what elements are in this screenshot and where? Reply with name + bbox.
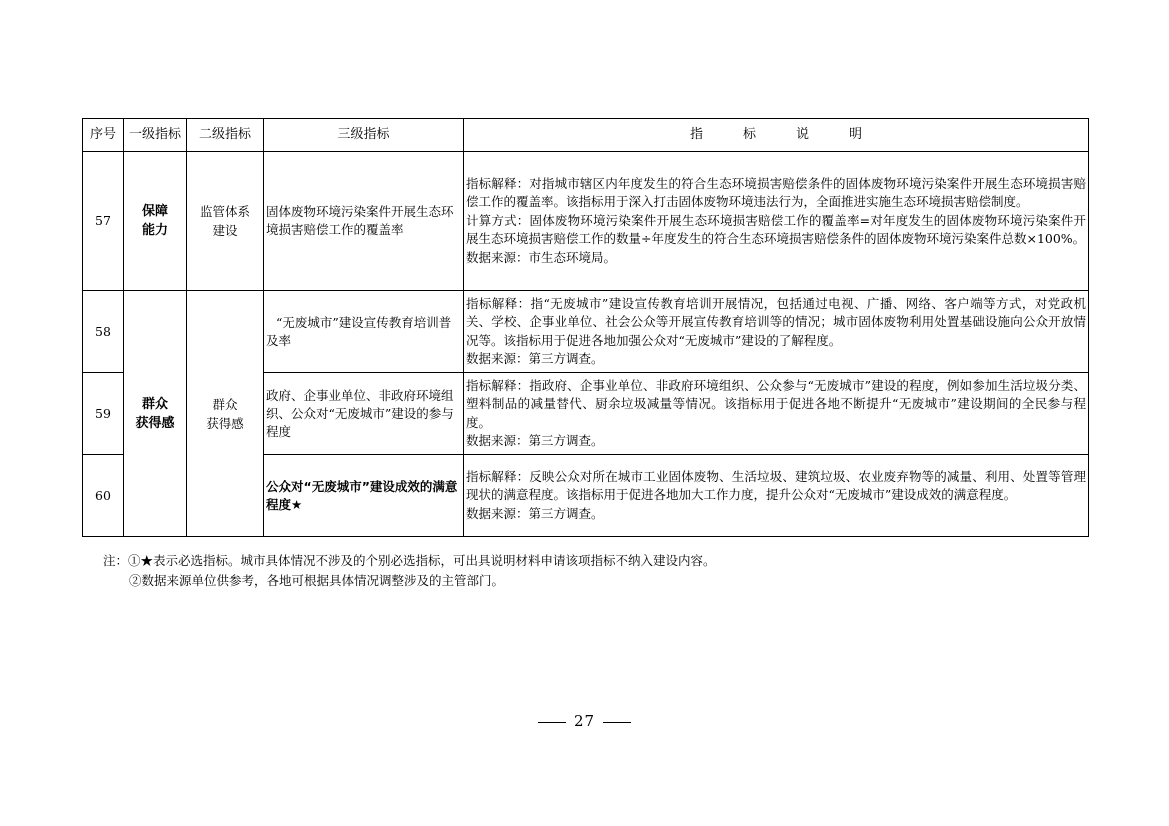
row-number: 57 [83,152,124,291]
page-number [0,712,1169,730]
indicator-description [464,455,1089,537]
row-number: 58 [83,291,124,373]
level2-indicator [187,291,264,537]
header-level1: 一级指标 [124,119,187,152]
level3-indicator: 政府、企事业单位、非政府环境组织、公众对“无废城市”建设的参与程度 [264,373,464,455]
table-row [83,152,1089,291]
table-notes [103,551,716,591]
level2-line: 群众 [212,396,238,412]
header-desc: 指标说明 [464,119,1089,152]
level2-indicator [187,152,264,291]
level3-indicator: “无废城市”建设宣传教育培训普及率 [264,291,464,373]
level3-indicator: 公众对“无废城市”建设成效的满意程度★ [264,455,464,537]
note-line: 注：①★表示必选指标。城市具体情况不涉及的个别必选指标，可出具说明材料申请该项指标不纳入建设内容。 [103,553,716,568]
desc-source: 数据来源：市生态环境局。 [466,249,617,265]
page-number-value: 27 [573,712,596,730]
indicator-description [464,373,1089,455]
level1-line: 保障 [141,204,168,219]
header-level3: 三级指标 [264,119,464,152]
desc-explanation: 指标解释：指政府、企事业单位、非政府环境组织、公众参与“无废城市”建设的程度，例如参加生活垃圾分类、塑料制品的减量替代、厨余垃圾减量等情况。该指标用于促进各地不断提升“无废城市”建设期间的全民参与程度。 [466,377,1086,430]
desc-source: 数据来源：第三方调查。 [466,432,604,448]
desc-source: 数据来源：第三方调查。 [466,350,604,366]
table-row [83,291,1089,373]
dash-right [603,722,631,723]
header-seq: 序号 [83,119,124,152]
indicator-table [82,118,1089,537]
header-level2: 二级指标 [187,119,264,152]
indicator-description [464,291,1089,373]
desc-source: 数据来源：第三方调查。 [466,505,604,521]
desc-explanation: 指标解释：对指城市辖区内年度发生的符合生态环境损害赔偿条件的固体废物环境污染案件开展生态环境损害赔偿工作的覆盖率。该指标用于深入打击固体废物环境违法行为，全面推进实施生态环境损害赔偿制度。 [466,175,1086,210]
note-line: ②数据来源单位供参考，各地可根据具体情况调整涉及的主管部门。 [129,573,505,588]
table-header-row [83,119,1089,152]
desc-explanation: 指标解释：反映公众对所在城市工业固体废物、生活垃圾、建筑垃圾、农业废弃物等的减量、利用、处置等管理现状的满意程度。该指标用于促进各地加大工作力度，提升公众对“无废城市”建设成效的满意程度。 [466,468,1086,503]
level1-line: 获得感 [135,415,175,431]
level1-line: 能力 [141,223,168,238]
desc-explanation: 指标解释：指“无废城市”建设宣传教育培训开展情况，包括通过电视、广播、网络、客户端等方式，对党政机关、学校、企事业单位、社会公众等开展宣传教育培训等的情况；城市固体废物利用处置基础设施向公众开放情况等。该指标用于促进各地加强公众对“无废城市”建设的了解程度。 [466,295,1086,348]
row-number: 60 [83,455,124,537]
level1-indicator [124,152,187,291]
level2-line: 建设 [212,223,238,238]
dash-left [538,722,566,723]
level1-line: 群众 [141,396,168,412]
level2-line: 监管体系 [199,204,250,219]
indicator-description [464,152,1089,291]
row-number: 59 [83,373,124,455]
desc-calculation: 计算方式：固体废物环境污染案件开展生态环境损害赔偿工作的覆盖率=对年度发生的固体废物环境污染案件开展生态环境损害赔偿工作的数量÷年度发生的符合生态环境损害赔偿条件的固体废物环境污染案件总数×100%。 [466,212,1086,247]
level2-line: 获得感 [206,415,244,431]
level3-indicator: 固体废物环境污染案件开展生态环境损害赔偿工作的覆盖率 [264,152,464,291]
level1-indicator [124,291,187,537]
